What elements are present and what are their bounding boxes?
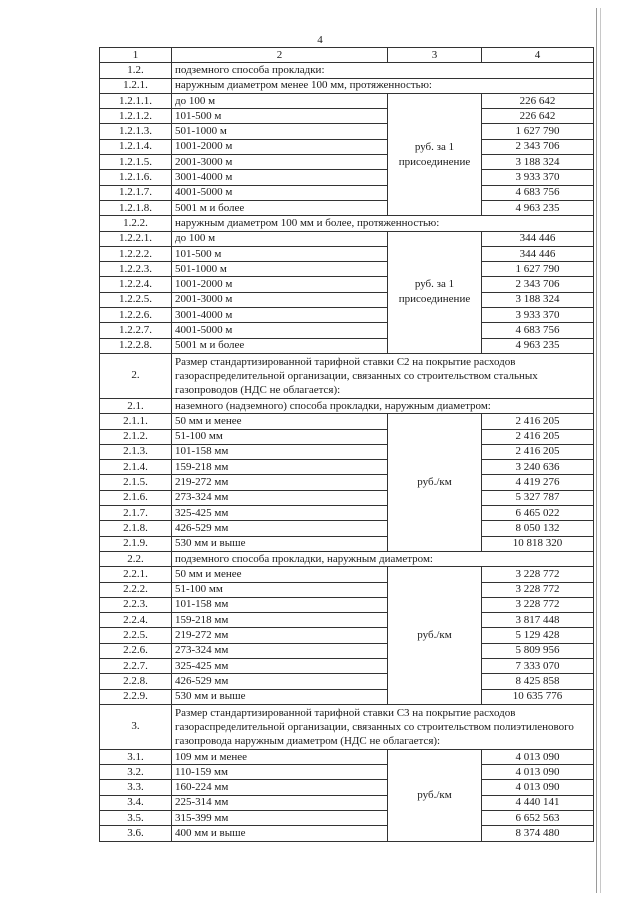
row-description: 50 мм и менее — [172, 414, 388, 429]
row-description: 110-159 мм — [172, 765, 388, 780]
table-row — [100, 795, 594, 810]
header-col-3: 3 — [388, 48, 482, 63]
row-description: 101-158 мм — [172, 597, 388, 612]
rate-value: 5 809 956 — [482, 643, 594, 658]
table-row — [100, 567, 594, 582]
row-number: 2. — [100, 353, 172, 398]
row-number: 1.2.2.7. — [100, 323, 172, 338]
table-row — [100, 582, 594, 597]
rate-value: 6 652 563 — [482, 811, 594, 826]
tariff-table — [99, 47, 594, 842]
row-description: 51-100 мм — [172, 582, 388, 597]
table-row — [100, 811, 594, 826]
table-row — [100, 780, 594, 795]
section-heading: подземного способа прокладки: — [172, 63, 594, 78]
rate-value: 1 627 790 — [482, 124, 594, 139]
row-description: 225-314 мм — [172, 795, 388, 810]
section-heading: Размер стандартизированной тарифной ставки С2 на покрытие расходов газораспределительной организации, связанных со строительством стальных газопроводов (НДС не облагается): — [172, 353, 594, 398]
table-row — [100, 308, 594, 323]
row-description: 530 мм и выше — [172, 536, 388, 551]
row-description: 4001-5000 м — [172, 323, 388, 338]
table-row — [100, 551, 594, 566]
row-description: 1001-2000 м — [172, 139, 388, 154]
row-number: 3.3. — [100, 780, 172, 795]
row-number: 2.1.9. — [100, 536, 172, 551]
rate-value: 5 129 428 — [482, 628, 594, 643]
row-number: 1.2.1.2. — [100, 109, 172, 124]
row-description: 273-324 мм — [172, 490, 388, 505]
table-row — [100, 749, 594, 764]
row-description: 501-1000 м — [172, 124, 388, 139]
rate-value: 4 419 276 — [482, 475, 594, 490]
row-description: 426-529 мм — [172, 521, 388, 536]
rate-value: 8 425 858 — [482, 674, 594, 689]
rate-value: 5 327 787 — [482, 490, 594, 505]
row-number: 2.1.5. — [100, 475, 172, 490]
row-number: 3. — [100, 704, 172, 749]
table-row — [100, 231, 594, 246]
row-number: 3.4. — [100, 795, 172, 810]
row-description: 219-272 мм — [172, 475, 388, 490]
row-number: 2.1.1. — [100, 414, 172, 429]
table-row — [100, 460, 594, 475]
row-number: 2.1.6. — [100, 490, 172, 505]
row-number: 1.2.2.3. — [100, 262, 172, 277]
row-description: 159-218 мм — [172, 613, 388, 628]
table-row — [100, 292, 594, 307]
table-row — [100, 93, 594, 108]
row-description: 325-425 мм — [172, 506, 388, 521]
rate-value: 4 013 090 — [482, 780, 594, 795]
rate-value: 4 013 090 — [482, 765, 594, 780]
row-number: 2.2.3. — [100, 597, 172, 612]
scan-edge-line — [596, 8, 597, 893]
row-number: 1.2.1.4. — [100, 139, 172, 154]
row-number: 1.2.2.8. — [100, 338, 172, 353]
rate-value: 4 963 235 — [482, 200, 594, 215]
row-number: 2.1.3. — [100, 444, 172, 459]
table-row — [100, 170, 594, 185]
rate-value: 344 446 — [482, 246, 594, 261]
row-description: 426-529 мм — [172, 674, 388, 689]
row-description: 4001-5000 м — [172, 185, 388, 200]
unit-cell: руб. за 1 присоединение — [388, 93, 482, 215]
page-number: 4 — [317, 34, 323, 46]
row-description: 501-1000 м — [172, 262, 388, 277]
row-description: 400 мм и выше — [172, 826, 388, 841]
unit-cell: руб. за 1 присоединение — [388, 231, 482, 353]
row-number: 3.5. — [100, 811, 172, 826]
rate-value: 8 050 132 — [482, 521, 594, 536]
table-row — [100, 613, 594, 628]
section-heading: Размер стандартизированной тарифной ставки С3 на покрытие расходов газораспределительной организации, связанных со строительством полиэтиленового газопровода наружным диаметром (НДС не облагается): — [172, 704, 594, 749]
header-col-4: 4 — [482, 48, 594, 63]
table-row — [100, 765, 594, 780]
rate-value: 3 228 772 — [482, 582, 594, 597]
unit-cell: руб./км — [388, 414, 482, 552]
rate-value: 3 188 324 — [482, 155, 594, 170]
table-row — [100, 262, 594, 277]
row-number: 2.2.4. — [100, 613, 172, 628]
table-row — [100, 323, 594, 338]
table-row — [100, 658, 594, 673]
rate-value: 8 374 480 — [482, 826, 594, 841]
row-number: 3.6. — [100, 826, 172, 841]
table-row — [100, 490, 594, 505]
scan-edge-line-secondary — [600, 8, 601, 893]
row-description: 3001-4000 м — [172, 170, 388, 185]
rate-value: 3 933 370 — [482, 308, 594, 323]
row-description: 3001-4000 м — [172, 308, 388, 323]
rate-value: 7 333 070 — [482, 658, 594, 673]
rate-value: 3 933 370 — [482, 170, 594, 185]
row-number: 2.2.1. — [100, 567, 172, 582]
table-row — [100, 643, 594, 658]
table-row — [100, 674, 594, 689]
rate-value: 6 465 022 — [482, 506, 594, 521]
table-row — [100, 246, 594, 261]
table-row — [100, 704, 594, 749]
row-number: 1.2.1.5. — [100, 155, 172, 170]
row-description: 160-224 мм — [172, 780, 388, 795]
row-number: 1.2.1.6. — [100, 170, 172, 185]
row-number: 1.2.2. — [100, 216, 172, 231]
row-description: 1001-2000 м — [172, 277, 388, 292]
rate-value: 3 240 636 — [482, 460, 594, 475]
row-description: до 100 м — [172, 231, 388, 246]
rate-value: 1 627 790 — [482, 262, 594, 277]
rate-value: 3 228 772 — [482, 597, 594, 612]
row-number: 1.2.2.1. — [100, 231, 172, 246]
table-row — [100, 139, 594, 154]
header-col-1: 1 — [100, 48, 172, 63]
section-heading: наружным диаметром менее 100 мм, протяженностью: — [172, 78, 594, 93]
rate-value: 2 416 205 — [482, 429, 594, 444]
row-number: 1.2.2.5. — [100, 292, 172, 307]
table-row — [100, 475, 594, 490]
rate-value: 344 446 — [482, 231, 594, 246]
row-description: до 100 м — [172, 93, 388, 108]
table-row — [100, 216, 594, 231]
table-row — [100, 353, 594, 398]
row-description: 5001 м и более — [172, 200, 388, 215]
row-number: 3.2. — [100, 765, 172, 780]
row-description: 101-500 м — [172, 109, 388, 124]
row-number: 2.2.7. — [100, 658, 172, 673]
table-row — [100, 200, 594, 215]
row-description: 51-100 мм — [172, 429, 388, 444]
section-heading: наружным диаметром 100 мм и более, протяженностью: — [172, 216, 594, 231]
rate-value: 3 188 324 — [482, 292, 594, 307]
table-row — [100, 506, 594, 521]
row-number: 2.2.2. — [100, 582, 172, 597]
row-description: 219-272 мм — [172, 628, 388, 643]
table-row — [100, 429, 594, 444]
rate-value: 226 642 — [482, 93, 594, 108]
row-number: 2.1. — [100, 398, 172, 413]
rate-value: 2 343 706 — [482, 139, 594, 154]
rate-value: 4 963 235 — [482, 338, 594, 353]
row-number: 2.2.9. — [100, 689, 172, 704]
rate-value: 226 642 — [482, 109, 594, 124]
row-number: 2.1.4. — [100, 460, 172, 475]
table-row — [100, 155, 594, 170]
row-description: 273-324 мм — [172, 643, 388, 658]
row-number: 1.2.1. — [100, 78, 172, 93]
table-row — [100, 826, 594, 841]
row-number: 1.2.2.4. — [100, 277, 172, 292]
row-number: 1.2.1.1. — [100, 93, 172, 108]
table-row — [100, 78, 594, 93]
section-heading: подземного способа прокладки, наружным диаметром: — [172, 551, 594, 566]
table-row — [100, 521, 594, 536]
row-description: 101-158 мм — [172, 444, 388, 459]
rate-value: 4 683 756 — [482, 323, 594, 338]
rate-value: 4 013 090 — [482, 749, 594, 764]
header-col-2: 2 — [172, 48, 388, 63]
table-row — [100, 444, 594, 459]
row-number: 2.2.6. — [100, 643, 172, 658]
row-number: 2.1.8. — [100, 521, 172, 536]
row-number: 1.2.2.2. — [100, 246, 172, 261]
table-row — [100, 338, 594, 353]
table-row — [100, 597, 594, 612]
table-row — [100, 63, 594, 78]
row-description: 2001-3000 м — [172, 292, 388, 307]
row-number: 2.2.5. — [100, 628, 172, 643]
table-header-row — [100, 48, 594, 63]
row-number: 2.2. — [100, 551, 172, 566]
rate-value: 4 440 141 — [482, 795, 594, 810]
table-row — [100, 277, 594, 292]
table-row — [100, 109, 594, 124]
unit-cell: руб./км — [388, 749, 482, 841]
row-description: 2001-3000 м — [172, 155, 388, 170]
table-row — [100, 689, 594, 704]
rate-value: 10 818 320 — [482, 536, 594, 551]
row-description: 159-218 мм — [172, 460, 388, 475]
row-number: 1.2.1.8. — [100, 200, 172, 215]
rate-value: 2 416 205 — [482, 444, 594, 459]
row-number: 1.2.2.6. — [100, 308, 172, 323]
rate-value: 3 817 448 — [482, 613, 594, 628]
row-number: 1.2. — [100, 63, 172, 78]
table-row — [100, 536, 594, 551]
row-number: 3.1. — [100, 749, 172, 764]
row-description: 101-500 м — [172, 246, 388, 261]
table-row — [100, 628, 594, 643]
row-description: 109 мм и менее — [172, 749, 388, 764]
row-description: 325-425 мм — [172, 658, 388, 673]
row-number: 2.1.2. — [100, 429, 172, 444]
row-number: 1.2.1.7. — [100, 185, 172, 200]
rate-value: 2 416 205 — [482, 414, 594, 429]
section-heading: наземного (надземного) способа прокладки, наружным диаметром: — [172, 398, 594, 413]
table-row — [100, 185, 594, 200]
unit-cell: руб./км — [388, 567, 482, 705]
row-description: 50 мм и менее — [172, 567, 388, 582]
rate-value: 2 343 706 — [482, 277, 594, 292]
table-row — [100, 414, 594, 429]
row-number: 2.1.7. — [100, 506, 172, 521]
rate-value: 4 683 756 — [482, 185, 594, 200]
rate-value: 10 635 776 — [482, 689, 594, 704]
tariff-table-body — [100, 48, 594, 842]
row-number: 1.2.1.3. — [100, 124, 172, 139]
row-number: 2.2.8. — [100, 674, 172, 689]
row-description: 315-399 мм — [172, 811, 388, 826]
row-description: 530 мм и выше — [172, 689, 388, 704]
table-row — [100, 124, 594, 139]
row-description: 5001 м и более — [172, 338, 388, 353]
rate-value: 3 228 772 — [482, 567, 594, 582]
table-row — [100, 398, 594, 413]
